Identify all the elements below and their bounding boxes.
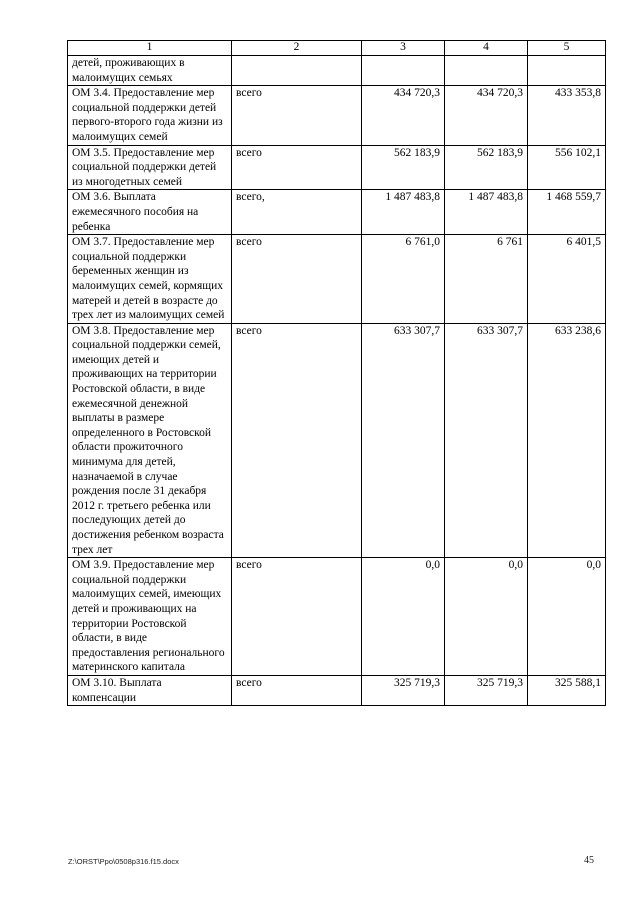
value-col-4: 0,0 xyxy=(445,558,528,676)
value-col-5: 6 401,5 xyxy=(528,235,606,324)
header-col-5: 5 xyxy=(528,41,606,56)
header-row xyxy=(68,41,606,56)
header-col-4: 4 xyxy=(445,41,528,56)
value-col-5: 633 238,6 xyxy=(528,323,606,558)
value-col-5: 556 102,1 xyxy=(528,145,606,190)
table-row xyxy=(68,323,606,558)
measure-name: ОМ 3.10. Выплата компенсации xyxy=(68,675,232,705)
funding-source: всего xyxy=(232,675,362,705)
value-col-4: 325 719,3 xyxy=(445,675,528,705)
value-col-5: 0,0 xyxy=(528,558,606,676)
value-col-5: 1 468 559,7 xyxy=(528,190,606,235)
measure-name: ОМ 3.6. Выплата ежемесячного пособия на ребенка xyxy=(68,190,232,235)
measure-name: ОМ 3.7. Предоставление мер социальной поддержки беременных женщин из малоимущих семей, кормящих матерей и детей в возрасте до трех лет из малоимущих семей xyxy=(68,235,232,324)
funding-source: всего xyxy=(232,558,362,676)
value-col-3: 562 183,9 xyxy=(362,145,445,190)
measure-name: ОМ 3.5. Предоставление мер социальной поддержки детей из многодетных семей xyxy=(68,145,232,190)
table-row xyxy=(68,558,606,676)
table-row xyxy=(68,190,606,235)
value-col-3: 0,0 xyxy=(362,558,445,676)
value-col-4: 633 307,7 xyxy=(445,323,528,558)
funding-source: всего xyxy=(232,86,362,145)
funding-source: всего xyxy=(232,145,362,190)
header-col-3: 3 xyxy=(362,41,445,56)
funding-source: всего, xyxy=(232,190,362,235)
table-row xyxy=(68,86,606,145)
funding-source: всего xyxy=(232,323,362,558)
table-row xyxy=(68,56,606,86)
funding-source xyxy=(232,56,362,86)
value-col-3: 1 487 483,8 xyxy=(362,190,445,235)
value-col-4: 434 720,3 xyxy=(445,86,528,145)
file-path: Z:\ORST\Ppo\0508p316.f15.docx xyxy=(68,857,179,866)
table-row xyxy=(68,675,606,705)
value-col-5: 433 353,8 xyxy=(528,86,606,145)
value-col-3: 434 720,3 xyxy=(362,86,445,145)
measure-name: ОМ 3.9. Предоставление мер социальной поддержки малоимущих семей, имеющих детей и проживающих на территории Ростовской области, в виде предоставления регионального материнского капитала xyxy=(68,558,232,676)
value-col-5: 325 588,1 xyxy=(528,675,606,705)
measure-name: детей, проживающих в малоимущих семьях xyxy=(68,56,232,86)
header-col-2: 2 xyxy=(232,41,362,56)
value-col-4: 1 487 483,8 xyxy=(445,190,528,235)
value-col-3: 633 307,7 xyxy=(362,323,445,558)
measure-name: ОМ 3.8. Предоставление мер социальной поддержки семей, имеющих детей и проживающих на территории Ростовской области, в виде ежемесячной денежной выплаты в размере определенного в Ростовской области прожиточного минимума для детей, назначаемой в случае рождения после 31 декабря 2012 г. третьего ребенка или последующих детей до достижения ребенком возраста трех лет xyxy=(68,323,232,558)
value-col-4: 562 183,9 xyxy=(445,145,528,190)
value-col-3: 325 719,3 xyxy=(362,675,445,705)
value-col-5 xyxy=(528,56,606,86)
value-col-3 xyxy=(362,56,445,86)
table-row xyxy=(68,145,606,190)
value-col-4 xyxy=(445,56,528,86)
header-col-1: 1 xyxy=(68,41,232,56)
measure-name: ОМ 3.4. Предоставление мер социальной поддержки детей первого-второго года жизни из малоимущих семей xyxy=(68,86,232,145)
table-row xyxy=(68,235,606,324)
page-number: 45 xyxy=(584,855,594,866)
budget-table xyxy=(67,40,606,706)
value-col-3: 6 761,0 xyxy=(362,235,445,324)
value-col-4: 6 761 xyxy=(445,235,528,324)
funding-source: всего xyxy=(232,235,362,324)
